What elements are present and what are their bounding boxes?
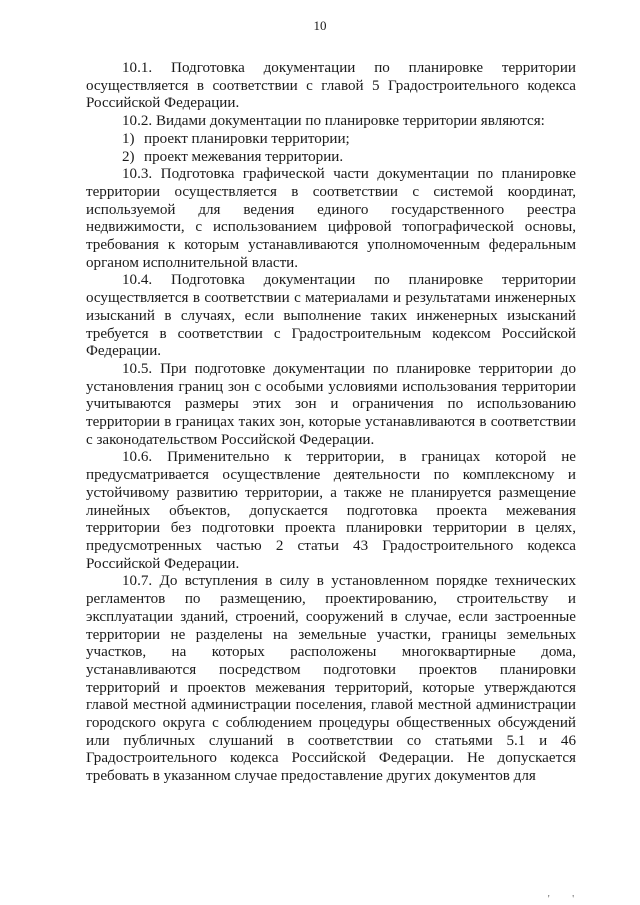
paragraph-10-2: 10.2. Видами документации по планировке территории являются: bbox=[122, 113, 545, 130]
list-item bbox=[86, 131, 576, 149]
list-item-number: 2) bbox=[122, 148, 135, 165]
paragraph-10-6: 10.6. Применительно к территории, в границах которой не предусматривается осуществление деятельности по комплексному и устойчивому развитию территории, а также не планируется размещение линейных объектов, допускается подготовка проекта межевания территории без подготовки проекта планировки территории в целях, предусмотренных частью 2 статьи 43 Градостроительного кодекса Российской Федерации. bbox=[86, 449, 576, 572]
paragraph-10-3: 10.3. Подготовка графической части документации по планировке территории осуществляется в соответствии с системой координат, используемой для ведения единого государственного реестра недвижимости, с использованием цифровой топографической основы, требования к которым устанавливаются уполномоченным федеральным органом исполнительной власти. bbox=[86, 166, 576, 271]
list-item bbox=[86, 149, 576, 167]
list-item-number: 1) bbox=[122, 130, 135, 147]
list-item-text: проект межевания территории. bbox=[144, 148, 344, 165]
paragraph-10-5: 10.5. При подготовке документации по планировке территории до установления границ зон с особыми условиями использования территории учитываются размеры этих зон и ограничения по использованию территории в границах таких зон, которые устанавливаются в соответствии с законодательством Российской Федерации. bbox=[86, 360, 576, 448]
document-body bbox=[86, 60, 576, 786]
paragraph-10-7: 10.7. До вступления в силу в установленном порядке технических регламентов по размещению, проектированию, строительству и эксплуатации зданий, строений, сооружений в случае, если застроенные территории не разделены на земельные участки, границы земельных участков, на которых расположены многоквартирные дома, устанавливаются посредством подготовки проектов планировки территорий и проектов межевания территорий, которые утверждаются главой местной администрации поселения, главой местной администрации городского округа с соблюдением процедуры общественных обсуждений или публичных слушаний в соответствии со статьями 5.1 и 46 Градостроительного кодекса Российской Федерации. Не допускается требовать в указанном случае предоставление других документов для bbox=[86, 573, 576, 785]
page-number: 10 bbox=[313, 18, 327, 33]
list-item-text: проект планировки территории; bbox=[144, 130, 350, 147]
paragraph-10-4: 10.4. Подготовка документации по планировке территории осуществляется в соответствии с материалами и результатами инженерных изысканий в случаях, если выполнение таких инженерных изысканий требуется в соответствии с Градостроительным кодексом Российской Федерации. bbox=[86, 272, 576, 360]
paragraph-10-1: 10.1. Подготовка документации по планировке территории осуществляется в соответствии с главой 5 Градостроительного кодекса Российской Федерации. bbox=[86, 60, 576, 112]
corner-marks: ' ' bbox=[547, 894, 584, 905]
